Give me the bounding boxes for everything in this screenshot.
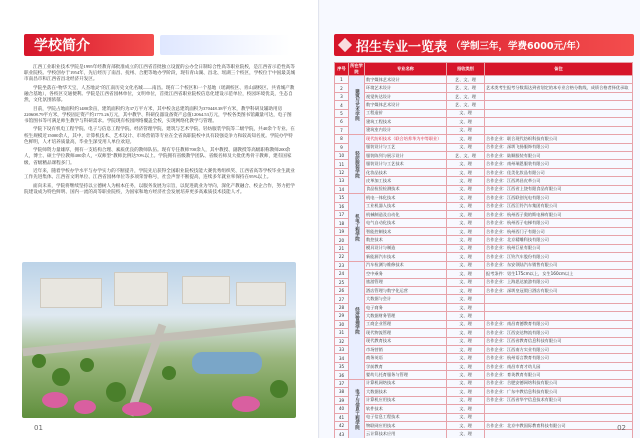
enrollment-category: 文、理	[447, 244, 485, 252]
remark: 合作企业：江西安达物流有限公司	[485, 329, 633, 337]
remark: 合作企业：南昌市育才幼儿园	[485, 362, 633, 370]
major-name: 建筑工程技术	[365, 118, 447, 126]
remark: 合作企业：联合现代纺织科技有限公司	[485, 135, 633, 143]
major-name: 汽车检测与维修技术	[365, 261, 447, 269]
enrollment-category: 文、理	[447, 303, 485, 311]
remark: 合作企业：杭州西子奥的斯电梯有限公司	[485, 211, 633, 219]
table-row	[335, 244, 633, 252]
remark: 合作企业：东安领陆汽车销售有限公司	[485, 261, 633, 269]
remark: 合作企业：上海思达旅游有限公司	[485, 278, 633, 286]
remark	[485, 126, 633, 134]
intro-text	[24, 64, 296, 197]
row-number: 1	[335, 76, 349, 84]
remark: 合作企业：江西省教育信息科技有限公司	[485, 337, 633, 345]
table-row	[335, 219, 633, 227]
major-name: 婴幼儿托育服务与管理	[365, 371, 447, 379]
row-number: 22	[335, 253, 349, 261]
remark: 合作企业：广东中教信息科技有限公司	[485, 388, 633, 396]
enrollment-category: 文、理	[447, 329, 485, 337]
major-name: 服装设计与工艺	[365, 143, 447, 151]
major-name: 空中乘务	[365, 270, 447, 278]
remark	[485, 109, 633, 117]
table-row	[335, 126, 633, 134]
remark: 合作企业：杭州西门子有限公司	[485, 227, 633, 235]
row-number: 16	[335, 202, 349, 210]
table-row	[335, 312, 633, 320]
remark: 合作企业：北京精雕科技有限公司	[485, 236, 633, 244]
enrollment-category: 文、理	[447, 143, 485, 151]
row-number: 32	[335, 337, 349, 345]
major-name: 机电一体化技术	[365, 194, 447, 202]
enrollment-category: 文、理	[447, 286, 485, 294]
major-name: 计算机网络技术	[365, 379, 447, 387]
remark: 合作企业：陆顺服装有限公司	[485, 151, 633, 159]
header-no: 序号	[335, 63, 349, 76]
row-number: 9	[335, 143, 349, 151]
enrollment-category: 文、理	[447, 396, 485, 404]
major-name: 学前教育	[365, 362, 447, 370]
major-name: 建筑室内设计	[365, 126, 447, 134]
row-number: 20	[335, 236, 349, 244]
row-number: 42	[335, 421, 349, 429]
remark: 合作企业：北京中教国际教育科技有限公司	[485, 421, 633, 429]
remark	[485, 430, 633, 438]
major-name: 大数据财务管理	[365, 312, 447, 320]
major-name: 视觉传达设计	[365, 92, 447, 100]
page-number: 01	[34, 424, 43, 432]
table-row	[335, 101, 633, 109]
remark	[485, 312, 633, 320]
remark	[485, 405, 633, 413]
majors-list-title-bar	[334, 34, 634, 56]
table-row	[335, 388, 633, 396]
row-number: 18	[335, 219, 349, 227]
enrollment-category: 文、理	[447, 388, 485, 396]
table-row	[335, 421, 633, 429]
table-row	[335, 346, 633, 354]
major-name: 数控技术	[365, 236, 447, 244]
enrollment-category: 文、理	[447, 202, 485, 210]
table-row	[335, 185, 633, 193]
row-number: 25	[335, 278, 349, 286]
remark: 合作企业：深圳皇冠假日酒店有限公司	[485, 286, 633, 294]
enrollment-category: 文、理	[447, 371, 485, 379]
remark: 报考条件：男生175cm以上，女生160cm以上	[485, 270, 633, 278]
enrollment-category: 文、理	[447, 337, 485, 345]
enrollment-category: 文、理	[447, 194, 485, 202]
remark: 合作企业：江西省华宇信息技术有限公司	[485, 396, 633, 404]
major-name: 服装陈列与展示设计	[365, 151, 447, 159]
row-number: 41	[335, 413, 349, 421]
major-name: 电子信息工程技术	[365, 413, 447, 421]
major-name: 食品检验检测技术	[365, 185, 447, 193]
table-row	[335, 303, 633, 311]
table-row	[335, 396, 633, 404]
major-name: 机械制造及自动化	[365, 211, 447, 219]
major-name: 现代物流管理	[365, 329, 447, 337]
intro-paragraph: 目前，学院占地面积约1480余亩，建筑面积约为37万平方米，其中校舍总建筑面积为370448.38平方米，教学科研及辅助用房220608.79平方米，学校固定资产约1775.26万元，其中教学、科研仪器设备资产总值12064.53万元，学校各类图书馆藏量可达，电子图书馆图书等可满足师生教学与科研需求。学院现有校园网络覆盖全校，实现网络化教学与管理。	[24, 105, 292, 123]
table-row	[335, 118, 633, 126]
remark: 合作企业：杭州西子电梯有限公司	[485, 219, 633, 227]
table-row	[335, 261, 633, 269]
majors-table	[334, 62, 633, 438]
table-row	[335, 253, 633, 261]
table-row	[335, 135, 633, 143]
remark	[485, 101, 633, 109]
enrollment-category: 文、理	[447, 109, 485, 117]
major-name: 电子商务	[365, 303, 447, 311]
title-decoration	[160, 35, 290, 55]
table-row	[335, 329, 633, 337]
table-row	[335, 286, 633, 294]
page-number: 02	[617, 424, 626, 432]
department-cell: 电子与信息工程学院	[349, 379, 365, 438]
table-row	[335, 143, 633, 151]
remark: 艺术类考生报考分数需达到省划定的本专业合格分数线，成绩合格者择优录取	[485, 84, 633, 92]
enrollment-category: 文、理	[447, 295, 485, 303]
remark	[485, 76, 633, 84]
table-row	[335, 278, 633, 286]
enrollment-category: 文、理	[447, 346, 485, 354]
remark: 合作企业：南州瑞恩服装有限公司	[485, 160, 633, 168]
row-number: 10	[335, 151, 349, 159]
header-note: 备注	[485, 63, 633, 76]
enrollment-category: 艺、文、理	[447, 101, 485, 109]
header-major: 专业名称	[365, 63, 447, 76]
major-name: 大数据技术	[365, 388, 447, 396]
major-name: 智能控制技术	[365, 227, 447, 235]
enrollment-category: 文、理	[447, 177, 485, 185]
row-number: 29	[335, 312, 349, 320]
remark	[485, 413, 633, 421]
table-row	[335, 177, 633, 185]
major-name: 现代教育技术	[365, 337, 447, 345]
table-row	[335, 151, 633, 159]
major-name: 旅游管理	[365, 278, 447, 286]
major-name: 化妆品技术	[365, 168, 447, 176]
enrollment-category: 文、理	[447, 430, 485, 438]
remark	[485, 295, 633, 303]
enrollment-category: 艺、文、理	[447, 84, 485, 92]
department-cell: 建筑与艺术学院	[349, 76, 365, 135]
remark: 合作企业：佳美化妆品有限公司	[485, 168, 633, 176]
table-row	[335, 354, 633, 362]
major-name: 数字媒体艺术设计	[365, 76, 447, 84]
table-row	[335, 320, 633, 328]
major-name: 现代纺织技术（联合培养华为中等职业）	[365, 135, 447, 143]
row-number: 14	[335, 185, 349, 193]
row-number: 26	[335, 286, 349, 294]
enrollment-category: 艺、文、理	[447, 151, 485, 159]
enrollment-category: 文、理	[447, 421, 485, 429]
remark: 合作企业：南昌育德教育有限公司	[485, 320, 633, 328]
row-number: 6	[335, 118, 349, 126]
major-name: 酒店管理与数字化运营	[365, 286, 447, 294]
row-number: 30	[335, 320, 349, 328]
major-name: 大数据与会计	[365, 295, 447, 303]
department-cell: 机电工程学院	[349, 194, 365, 262]
enrollment-category: 文、理	[447, 379, 485, 387]
enrollment-category: 艺、文、理	[447, 76, 485, 84]
remark: 合作企业：江西江铃汽车集团有限公司	[485, 202, 633, 210]
diamond-icon	[338, 38, 352, 52]
table-row	[335, 194, 633, 202]
enrollment-category: 文、理	[447, 261, 485, 269]
table-row	[335, 371, 633, 379]
row-number: 11	[335, 160, 349, 168]
table-row	[335, 337, 633, 345]
intro-paragraph: 近年来，随着学校办学水平与办学实力的不断提升，学院先后获得全国职业院校技能大赛优秀组织奖、江西省高等学校毕业生就业工作先进集体、江西省文明单位、江西省园林单位等多项荣誉称号，社会声誉不断提高，连续多年就业率保持在95%以上。	[24, 167, 295, 180]
row-number: 35	[335, 362, 349, 370]
table-row	[335, 160, 633, 168]
major-name: 物联网应用技术	[365, 421, 447, 429]
major-name: 数字媒体艺术设计	[365, 101, 447, 109]
enrollment-category: 文、理	[447, 185, 485, 193]
remark	[485, 118, 633, 126]
enrollment-category: 文、理	[447, 236, 485, 244]
row-number: 36	[335, 371, 349, 379]
major-name: 商务英语	[365, 354, 447, 362]
table-row	[335, 168, 633, 176]
school-intro-title: 学校简介	[24, 34, 154, 56]
campus-aerial-photo	[22, 262, 296, 418]
table-row	[335, 379, 633, 387]
row-number: 28	[335, 303, 349, 311]
row-number: 2	[335, 84, 349, 92]
major-name: 工程造价	[365, 109, 447, 117]
row-number: 38	[335, 388, 349, 396]
row-number: 19	[335, 227, 349, 235]
right-page	[320, 0, 640, 438]
enrollment-category: 文、理	[447, 160, 485, 168]
enrollment-category: 文、理	[447, 270, 485, 278]
table-row	[335, 92, 633, 100]
major-name: 工业机器人技术	[365, 202, 447, 210]
remark: 合作企业：育英教育有限公司	[485, 371, 633, 379]
remark: 合作企业：杭州语言教育有限公司	[485, 354, 633, 362]
enrollment-category: 文、理	[447, 320, 485, 328]
major-name: 皮革加工技术	[365, 177, 447, 185]
remark: 合作企业：江西省上饶有限食品有限公司	[485, 185, 633, 193]
row-number: 12	[335, 168, 349, 176]
table-row	[335, 362, 633, 370]
table-row	[335, 413, 633, 421]
enrollment-category: 文、理	[447, 168, 485, 176]
row-number: 23	[335, 261, 349, 269]
major-name: 电气自动化技术	[365, 219, 447, 227]
enrollment-category: 文、理	[447, 362, 485, 370]
table-row	[335, 270, 633, 278]
remark: 合作企业：杭州巨星有限公司	[485, 244, 633, 252]
intro-paragraph: 面向未来，学院将继续坚持以立德树人为根本任务，以服务发展为宗旨，以促进就业为导向，深化产教融合、校企合作，努力把学院建设成为特色鲜明、国内一流的高等职业院校，为国家和地方经济社会发展培养更多高素质技术技能人才。	[24, 182, 295, 194]
remark	[485, 303, 633, 311]
intro-paragraph: 学院师资力量雄厚，拥有一支结构合理、素质优良的教师队伍。现有专任教师700余人，其中教授、副教授等高级职称教师200余人，博士、硕士学位教师400余人，“双师型”教师比例达70%以上。学院拥有省级教学团队、省级名师及大批优秀骨干教师，建有国家级、省级精品课程多门。	[24, 147, 292, 165]
row-number: 24	[335, 270, 349, 278]
row-number: 43	[335, 430, 349, 438]
enrollment-category: 文、理	[447, 118, 485, 126]
enrollment-category: 文、理	[447, 278, 485, 286]
row-number: 31	[335, 329, 349, 337]
table-row	[335, 211, 633, 219]
department-cell: 轻纺服装学院	[349, 135, 365, 194]
enrollment-category: 文、理	[447, 219, 485, 227]
header-category: 招收类别	[447, 63, 485, 76]
intro-paragraph: 学院坐落在“物华天宝，人杰地灵”的江南历史文化名城——南昌。现有二个校区和一个基地（瑶湖校区、青山湖校区、共青城产教融合基地），各校区交通便利。学院是江西省园林单位，文明单位，首批江西省职业院校信息化建设示范单位，校园环境优美，生态自然，文化氛围浓郁。	[24, 84, 295, 103]
table-row	[335, 295, 633, 303]
table-row	[335, 227, 633, 235]
major-name: 计算机应用技术	[365, 396, 447, 404]
row-number: 39	[335, 396, 349, 404]
enrollment-category: 文、理	[447, 227, 485, 235]
row-number: 7	[335, 126, 349, 134]
row-number: 5	[335, 109, 349, 117]
major-name: 软件技术	[365, 405, 447, 413]
header-dept: 所在学院	[350, 63, 363, 74]
row-number: 17	[335, 211, 349, 219]
enrollment-category: 文、理	[447, 126, 485, 134]
enrollment-category: 文、理	[447, 253, 485, 261]
remark: 合作企业：江铃汽车股份有限公司	[485, 253, 633, 261]
row-number: 15	[335, 194, 349, 202]
enrollment-category: 文、理	[447, 354, 485, 362]
row-number: 27	[335, 295, 349, 303]
major-name: 模具设计与制造	[365, 244, 447, 252]
major-name: 新能源汽车技术	[365, 253, 447, 261]
row-number: 21	[335, 244, 349, 252]
row-number: 8	[335, 135, 349, 143]
row-number: 4	[335, 101, 349, 109]
remark: 合作企业：合肥安德网络科技有限公司	[485, 379, 633, 387]
row-number: 13	[335, 177, 349, 185]
major-name: 环境艺术设计	[365, 84, 447, 92]
table-row	[335, 430, 633, 438]
enrollment-category: 文、理	[447, 211, 485, 219]
table-row	[335, 405, 633, 413]
majors-list-title: 招生专业一览表	[356, 39, 448, 55]
intro-paragraph: 学院下设有机电工程学院、电子与信息工程学院、经济管理学院、建筑与艺术学院、轻纺服装学院等二级学院，共40余个专业。在校生规模近15000余人，其中，计算机技术、艺术设计、市场营销等专业在全省高职院校中具有较强竞争力和较高知名度。学院办学特色鲜明，人才培养质量高，毕业生深受用人单位欢迎。	[24, 126, 295, 144]
enrollment-category: 文、理	[447, 135, 485, 143]
department-cell: 经济管理学院	[349, 261, 365, 379]
table-row	[335, 202, 633, 210]
intro-paragraph: 江西工业职业技术学院是1995年经教育部批准成立的江西省首批独立设置的公办全日制综合性高等职业院校，是江西省示范性高等职业院校。学校创办于1954年，先后经历了南昌、抚州、合肥等地办学阶段，现有青山湖、昌北、瑶湖三个校区，学校位于中国最美城市南昌市和江西省昌北经济开发区。	[24, 64, 296, 82]
enrollment-category: 文、理	[447, 405, 485, 413]
table-row	[335, 236, 633, 244]
row-number: 37	[335, 379, 349, 387]
major-name: 云计算技术应用	[365, 430, 447, 438]
row-number: 40	[335, 405, 349, 413]
table-row	[335, 76, 633, 84]
enrollment-category: 文、理	[447, 413, 485, 421]
major-name: 服装设计与工艺技术	[365, 160, 447, 168]
row-number: 34	[335, 354, 349, 362]
table-row	[335, 84, 633, 92]
remark: 合作企业：江西鸿昌皮革公司	[485, 177, 633, 185]
enrollment-category: 文、理	[447, 312, 485, 320]
remark: 合作企业：江西联创光电有限公司	[485, 194, 633, 202]
remark: 合作企业：深圳飞扬服饰有限公司	[485, 143, 633, 151]
major-name: 工商企业管理	[365, 320, 447, 328]
remark	[485, 92, 633, 100]
majors-list-subtitle: （学制三年，学费6000元/年）	[451, 41, 586, 52]
enrollment-category: 艺、文、理	[447, 92, 485, 100]
row-number: 33	[335, 346, 349, 354]
major-name: 市场营销	[365, 346, 447, 354]
remark: 合作企业：江西南方实业有限公司	[485, 346, 633, 354]
table-row	[335, 109, 633, 117]
table-header-row	[335, 63, 633, 76]
row-number: 3	[335, 92, 349, 100]
